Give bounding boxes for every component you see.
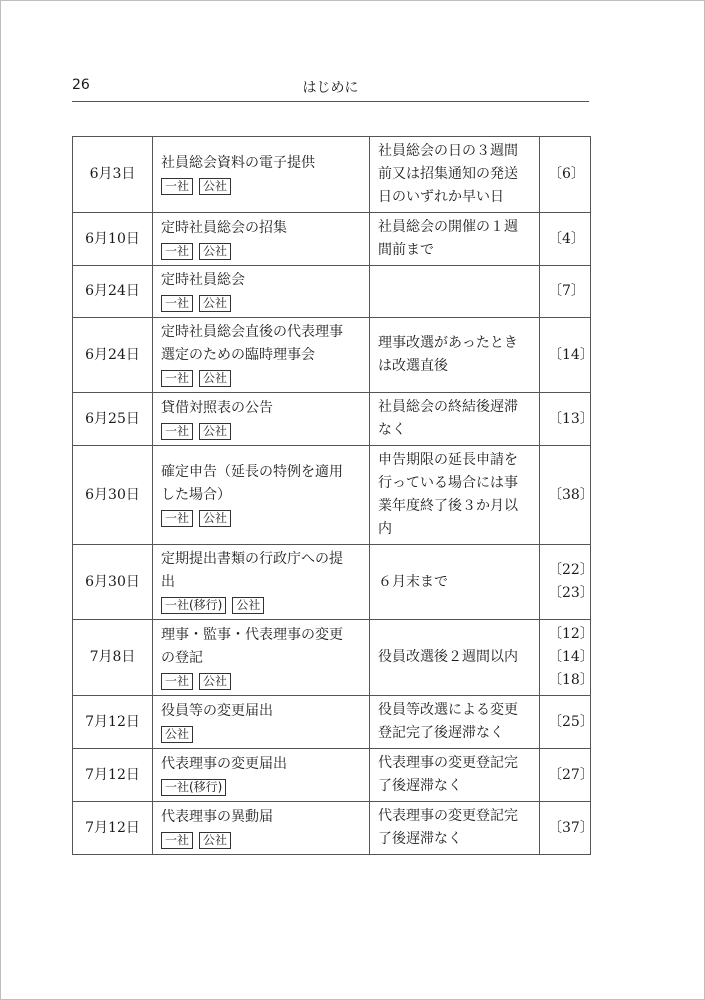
- entity-tag: 公社: [199, 243, 231, 260]
- row-date: 7月12日: [73, 696, 153, 749]
- row-deadline: 社員総会の開催の１週間前まで: [370, 213, 540, 266]
- reference-number: 〔6〕: [548, 166, 585, 182]
- reference-number: 〔22〕: [548, 562, 594, 578]
- entity-tag: 一社: [161, 423, 193, 440]
- row-reference: [540, 213, 591, 266]
- row-reference: [540, 696, 594, 749]
- item-title-line: 確定申告（延長の特例を適用: [161, 464, 343, 480]
- row-item: [153, 749, 370, 802]
- entity-tag: 一社: [161, 673, 193, 690]
- entity-tags: [161, 508, 361, 528]
- row-reference: [540, 749, 594, 802]
- reference-number: 〔14〕: [548, 346, 594, 363]
- table-row: [73, 266, 591, 318]
- row-item: [153, 393, 370, 446]
- reference-number: 〔23〕: [548, 585, 594, 601]
- item-title-line: 代表理事の変更届出: [161, 755, 287, 772]
- item-title-line: 貸借対照表の公告: [161, 399, 273, 416]
- row-date: 6月10日: [73, 213, 153, 266]
- reference-number: 〔27〕: [548, 766, 594, 783]
- row-date: 7月8日: [73, 620, 153, 696]
- row-date: 6月24日: [73, 318, 153, 393]
- entity-tags: [161, 368, 361, 388]
- entity-tag: 一社: [161, 243, 193, 260]
- row-reference: [540, 545, 594, 620]
- row-deadline: 申告期限の延長申請を行っている場合には事業年度終了後３か月以内: [370, 446, 540, 545]
- item-title-line: 定時社員総会の招集: [161, 219, 287, 236]
- entity-tag: 公社: [199, 832, 231, 849]
- row-deadline: 代表理事の変更登記完了後遅滞なく: [370, 802, 540, 855]
- row-reference: [540, 620, 594, 696]
- item-title-line: 定時社員総会直後の代表理事: [161, 324, 343, 340]
- row-item: [153, 213, 370, 266]
- entity-tags: [161, 595, 361, 615]
- row-item: [153, 446, 370, 545]
- table-row: [73, 749, 591, 802]
- entity-tag: 公社: [199, 423, 231, 440]
- table-row: [73, 393, 591, 446]
- entity-tag: 公社: [232, 597, 264, 614]
- item-title-line: した場合）: [161, 487, 231, 503]
- item-title-line: 選定のための臨時理事会: [161, 347, 315, 363]
- entity-tag: 一社: [161, 510, 193, 527]
- row-deadline: ６月末まで: [370, 545, 540, 620]
- reference-number: 〔12〕: [548, 626, 594, 642]
- item-title-line: 出: [161, 574, 175, 590]
- row-item: [153, 318, 370, 393]
- item-title-line: 役員等の変更届出: [161, 702, 273, 719]
- item-title-line: の登記: [161, 649, 203, 666]
- entity-tags: [161, 830, 361, 850]
- reference-number: 〔13〕: [548, 410, 594, 427]
- entity-tag: 一社(移行): [161, 597, 226, 614]
- table-row: [73, 318, 591, 393]
- reference-number: 〔37〕: [548, 819, 594, 836]
- table-row: [73, 696, 591, 749]
- entity-tag: 公社: [199, 673, 231, 690]
- entity-tags: [161, 777, 361, 797]
- row-item: [153, 620, 370, 696]
- reference-number: 〔14〕: [548, 649, 594, 665]
- row-date: 7月12日: [73, 749, 153, 802]
- row-reference: [540, 318, 594, 393]
- schedule-table: [72, 136, 594, 855]
- chapter-title: はじめに: [302, 80, 359, 96]
- entity-tags: [161, 293, 361, 313]
- item-title-line: 社員総会資料の電子提供: [161, 155, 315, 171]
- entity-tag: 公社: [199, 295, 231, 312]
- table-row: [73, 802, 591, 855]
- item-title-line: 理事・監事・代表理事の変更: [161, 626, 343, 643]
- entity-tag: 公社: [199, 370, 231, 387]
- row-date: 6月25日: [73, 393, 153, 446]
- table-row: [73, 213, 591, 266]
- row-item: [153, 545, 370, 620]
- schedule-body: [73, 137, 594, 855]
- row-deadline: [370, 266, 540, 318]
- entity-tags: [161, 671, 361, 691]
- row-reference: [540, 266, 591, 318]
- entity-tag: 一社: [161, 295, 193, 312]
- entity-tags: [161, 241, 361, 261]
- item-title-line: 代表理事の異動届: [161, 808, 273, 825]
- reference-number: 〔18〕: [548, 672, 594, 688]
- row-deadline: 理事改選があったときは改選直後: [370, 318, 540, 393]
- entity-tag: 公社: [161, 726, 193, 743]
- table-row: [73, 545, 591, 620]
- reference-number: 〔7〕: [548, 283, 585, 299]
- entity-tags: [161, 176, 361, 196]
- row-reference: [540, 137, 591, 213]
- row-reference: [540, 802, 594, 855]
- row-reference: [540, 393, 594, 446]
- row-deadline: 役員等改選による変更登記完了後遅滞なく: [370, 696, 540, 749]
- row-reference: [540, 446, 594, 545]
- row-date: 6月24日: [73, 266, 153, 318]
- entity-tag: 一社: [161, 370, 193, 387]
- reference-number: 〔25〕: [548, 713, 594, 730]
- row-item: [153, 696, 370, 749]
- row-deadline: 役員改選後２週間以内: [370, 620, 540, 696]
- entity-tags: [161, 724, 361, 744]
- row-deadline: 代表理事の変更登記完了後遅滞なく: [370, 749, 540, 802]
- entity-tag: 公社: [199, 510, 231, 527]
- row-item: [153, 266, 370, 318]
- entity-tag: 一社(移行): [161, 779, 226, 796]
- entity-tags: [161, 421, 361, 441]
- row-date: 6月30日: [73, 446, 153, 545]
- reference-number: 〔38〕: [548, 486, 594, 503]
- table-row: [73, 137, 591, 213]
- table-row: [73, 620, 591, 696]
- entity-tag: 一社: [161, 178, 193, 195]
- row-deadline: 社員総会の日の３週間前又は招集通知の発送日のいずれか早い日: [370, 137, 540, 213]
- row-item: [153, 137, 370, 213]
- table-row: [73, 446, 591, 545]
- page-number: 26: [72, 77, 90, 93]
- reference-number: 〔4〕: [548, 230, 585, 247]
- item-title-line: 定期提出書類の行政庁への提: [161, 551, 343, 567]
- entity-tag: 一社: [161, 832, 193, 849]
- row-deadline: 社員総会の終結後遅滞なく: [370, 393, 540, 446]
- item-title-line: 定時社員総会: [161, 272, 245, 288]
- row-date: 6月30日: [73, 545, 153, 620]
- row-date: 7月12日: [73, 802, 153, 855]
- page-header: [72, 73, 589, 102]
- entity-tag: 公社: [199, 178, 231, 195]
- row-date: 6月3日: [73, 137, 153, 213]
- row-item: [153, 802, 370, 855]
